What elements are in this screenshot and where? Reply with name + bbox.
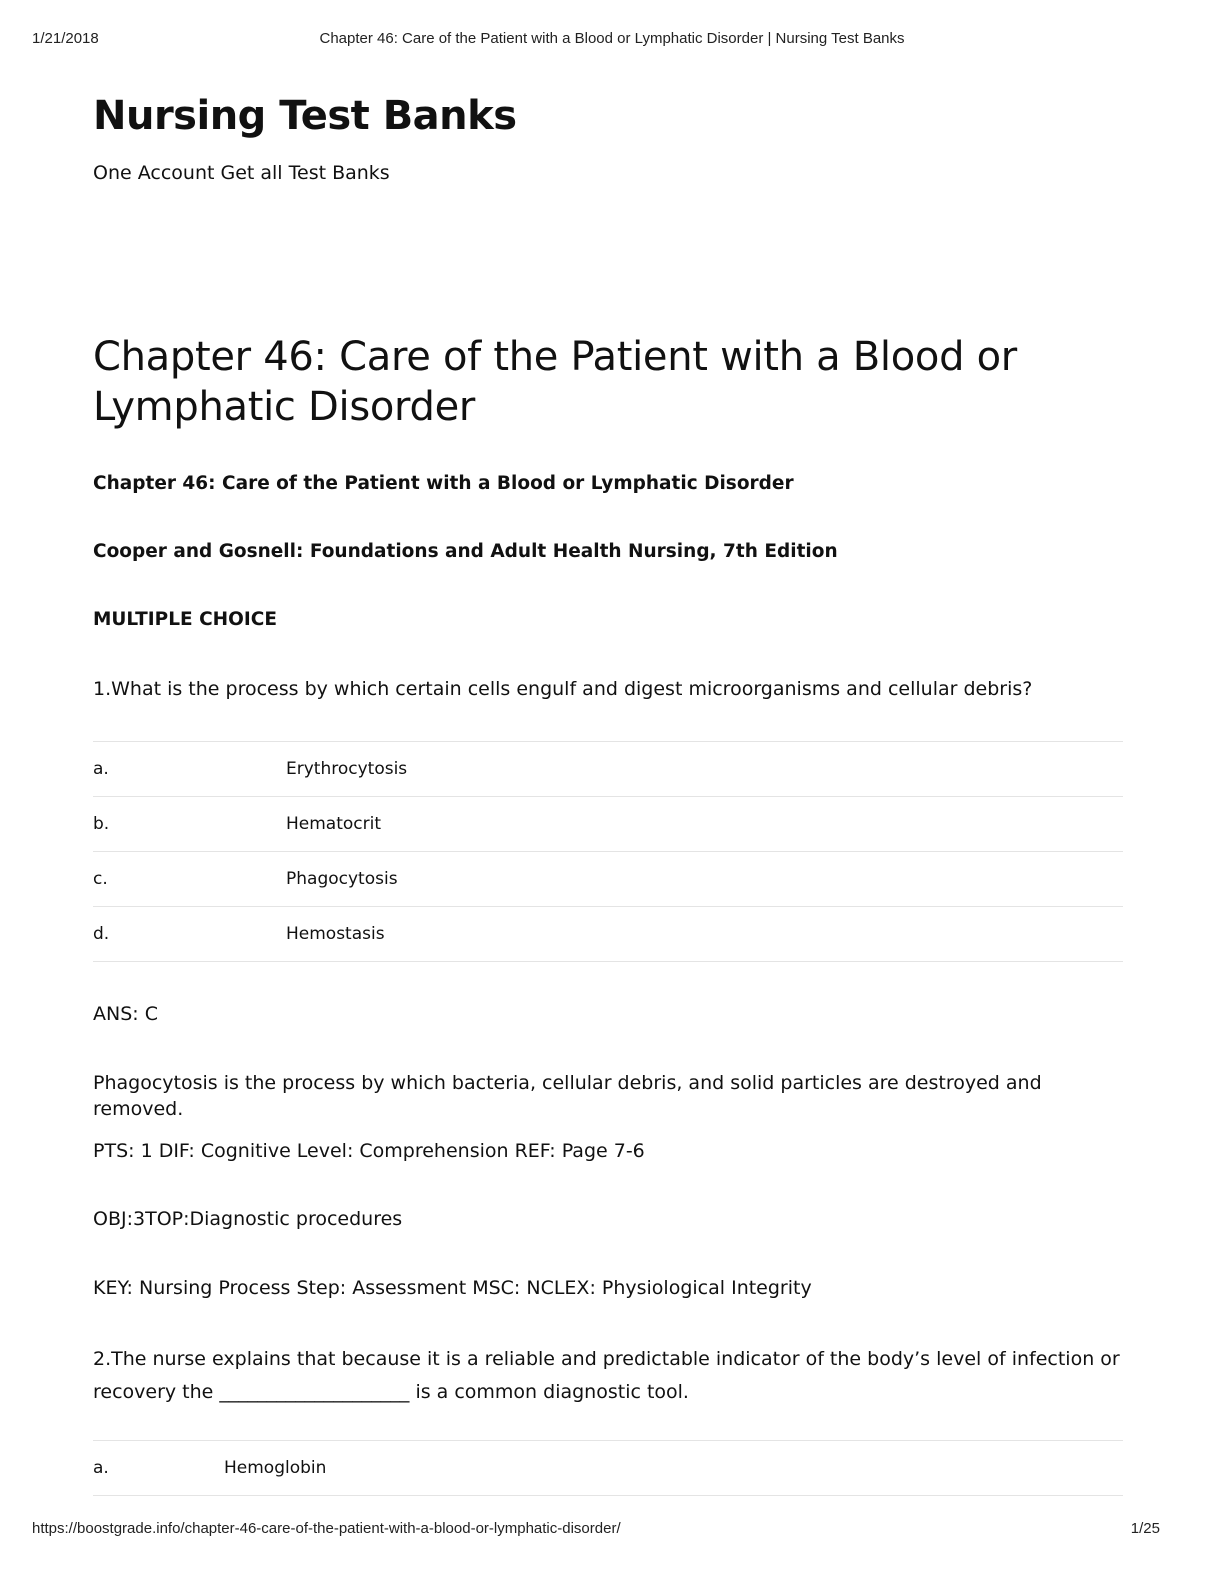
site-title[interactable]: Nursing Test Banks	[93, 93, 517, 139]
book-line	[93, 539, 1123, 565]
page-content	[93, 90, 1123, 1478]
question-2-choices	[93, 1440, 1123, 1496]
question-1-choices	[93, 741, 1123, 962]
post-title: Chapter 46: Care of the Patient with a Blood or Lymphatic Disorder	[93, 334, 1017, 430]
choice-key: b.	[93, 797, 286, 852]
question-1-text: 1.What is the process by which certain cells engulf and digest microorganisms and cellular debris?	[93, 678, 1033, 700]
choice-text: Phagocytosis	[286, 852, 1123, 907]
section-heading-text: MULTIPLE CHOICE	[93, 609, 277, 630]
section-heading	[93, 607, 1123, 633]
choice-text: Hemostasis	[286, 907, 1123, 962]
key-text: KEY: Nursing Process Step: Assessment MSC: NCLEX: Physiological Integrity	[93, 1277, 812, 1299]
choice-row	[93, 797, 1123, 852]
print-footer-page: 1/25	[1130, 1520, 1160, 1537]
pts-text: PTS: 1 DIF: Cognitive Level: Comprehension REF: Page 7-6	[93, 1140, 645, 1162]
print-header-date: 1/21/2018	[32, 30, 99, 47]
question-1-rationale	[93, 1070, 1123, 1122]
print-header-title: Chapter 46: Care of the Patient with a Blood or Lymphatic Disorder | Nursing Test Banks	[319, 30, 905, 47]
obj-text: OBJ:3TOP:Diagnostic procedures	[93, 1208, 403, 1230]
question-1-answer	[93, 1001, 1123, 1027]
choice-key: c.	[93, 852, 286, 907]
question-1-key	[93, 1275, 1123, 1301]
choice-text: Erythrocytosis	[286, 742, 1123, 797]
chapter-line	[93, 471, 1123, 497]
answer-text: ANS: C	[93, 1003, 158, 1025]
choice-row	[93, 907, 1123, 962]
choice-row	[93, 1441, 1123, 1496]
site-tagline: One Account Get all Test Banks	[93, 162, 390, 184]
chapter-line-text: Chapter 46: Care of the Patient with a Blood or Lymphatic Disorder	[93, 473, 794, 494]
book-line-text: Cooper and Gosnell: Foundations and Adult Health Nursing, 7th Edition	[93, 541, 838, 562]
choice-row	[93, 852, 1123, 907]
choice-key: a.	[93, 1441, 224, 1496]
question-2-line-2: recovery the ____________________ is a common diagnostic tool.	[93, 1381, 689, 1403]
print-footer-url[interactable]: https://boostgrade.info/chapter-46-care-of-the-patient-with-a-blood-or-lymphatic-disorder/	[32, 1520, 621, 1537]
question-1	[93, 676, 1123, 702]
question-1-obj	[93, 1206, 1123, 1232]
choice-text: Hematocrit	[286, 797, 1123, 852]
choice-row	[93, 742, 1123, 797]
print-header	[0, 30, 1224, 50]
choice-text: Hemoglobin	[224, 1441, 1123, 1496]
question-1-pts	[93, 1138, 1123, 1164]
question-2-line-1: 2.The nurse explains that because it is a reliable and predictable indicator of the body’s level of infection or	[93, 1348, 1120, 1370]
rationale-text: Phagocytosis is the process by which bacteria, cellular debris, and solid particles are destroyed and removed.	[93, 1072, 1042, 1120]
choice-key: d.	[93, 907, 286, 962]
question-2	[93, 1343, 1123, 1409]
choice-key: a.	[93, 742, 286, 797]
print-footer	[0, 1520, 1224, 1540]
